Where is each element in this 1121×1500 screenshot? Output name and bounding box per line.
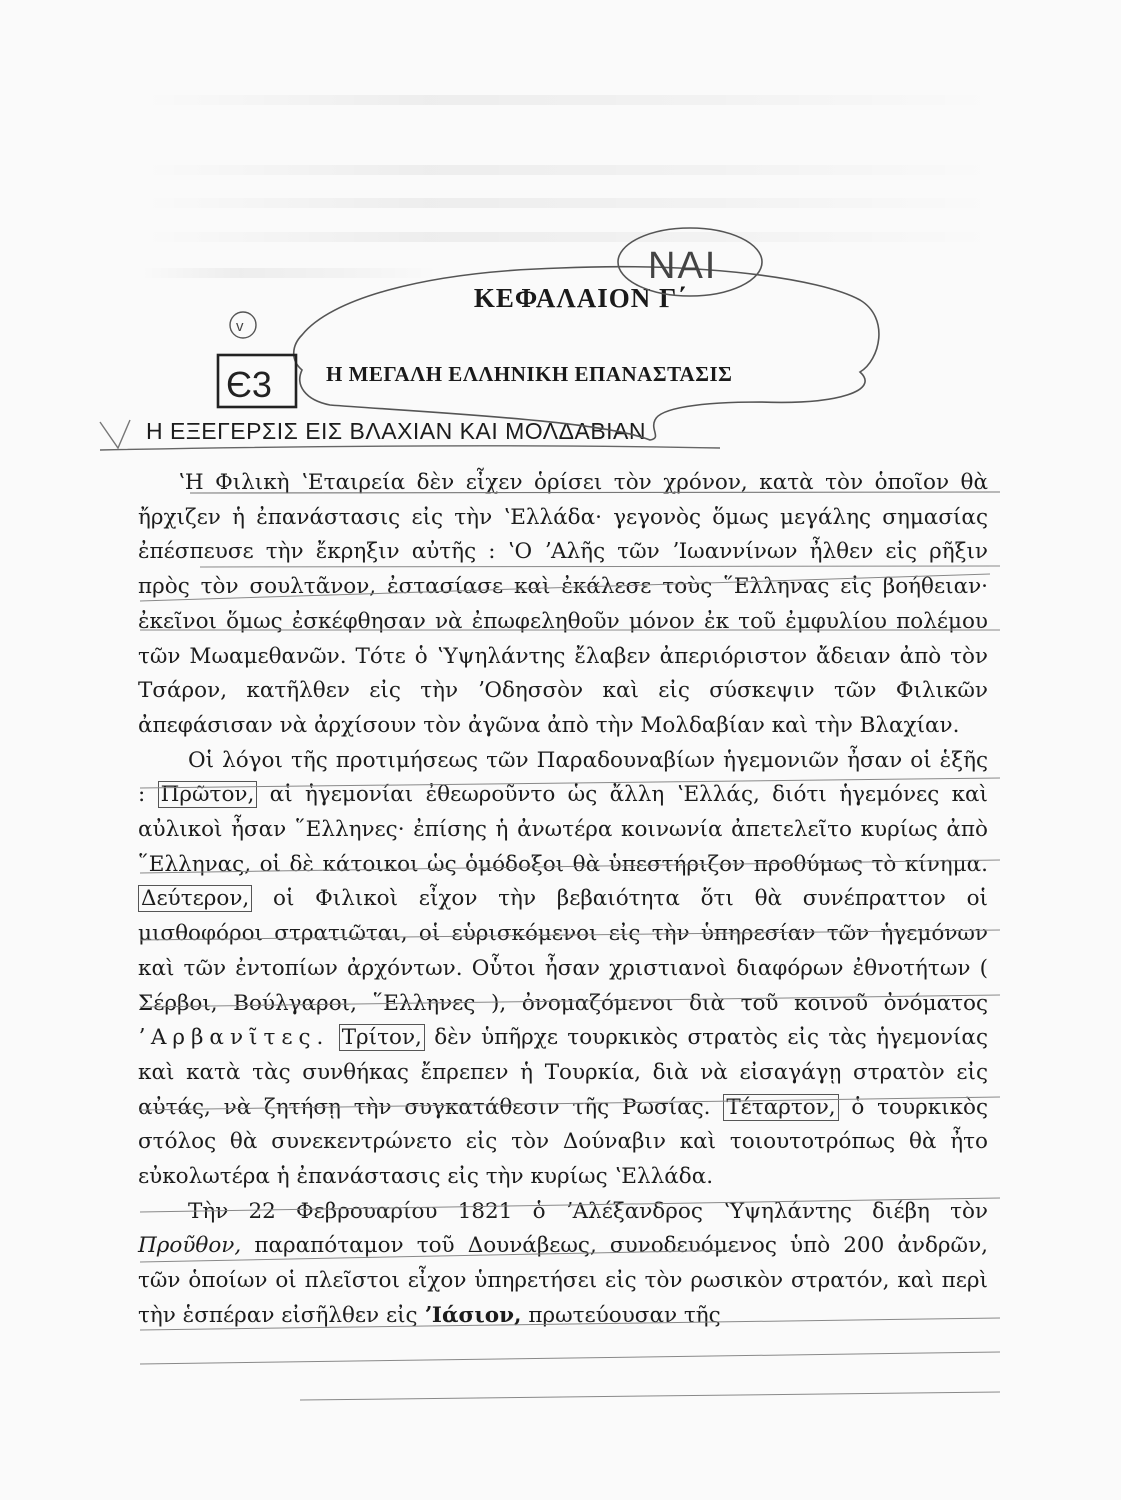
check-mark: v	[236, 318, 244, 335]
paragraph-2	[138, 744, 988, 1195]
chapter-title: ΚΕΦΑΛΑΙΟΝ Γ΄	[473, 283, 688, 313]
text-span: δὲν ὑπῆρχε τουρκικὸς στρατὸς εἰς τὰς ἡγεμονίας καὶ κατὰ τὰς συνθήκας ἔπρεπεν ἡ Τουρκία, διὰ νὰ εἰσαγάγῃ στρατὸν εἰς αὐτάς, νὰ ζητήσῃ τὴν συγκατάθεσιν τῆς Ρωσίας.	[138, 1025, 988, 1120]
paragraph-3	[138, 1195, 988, 1334]
heading-underline	[100, 446, 720, 450]
bleed-through-line	[140, 232, 1000, 242]
bleed-through-line	[140, 268, 440, 278]
boxed-word-fourth: Τέταρτον,	[723, 1094, 838, 1121]
text-span: Οἱ λόγοι τῆς προτιμήσεως τῶν Παραδουναβίων ἡγεμονιῶν ἦσαν οἱ ἑξῆς :	[138, 747, 988, 808]
bleed-through-line	[140, 165, 1000, 175]
text-span: αἱ ἡγεμονίαι ἐθεωροῦντο ὡς ἄλλη ʽΕλλάς, διότι ἡγεμόνες καὶ αὐλικοὶ ἦσαν ῞Ελληνες· ἐπίσης ἡ ἀνωτέρα κοινωνία ἀπετελεῖτο κυρίως ἀπὸ ῞Ελληνας, οἱ δὲ κάτοικοι ὡς ὁμόδοξοι θὰ ὑπεστήριζον προθύμως τὸ κίνημα.	[138, 782, 988, 877]
text-span: παραπόταμον τοῦ Δουνάβεως, συνοδευόμενος ὑπὸ 200 ἀνδρῶν, τῶν ὁποίων οἱ πλεῖστοι εἶχον ὑπηρετήσει εἰς τὸν ρωσικὸν στρατόν, καὶ περὶ τὴν ἑσπέραν εἰσῆλθεν εἰς	[138, 1233, 988, 1328]
code-label: Є3	[226, 364, 272, 405]
bleed-through-line	[140, 198, 1000, 208]
italic-word-prut: Προῦθον,	[138, 1233, 242, 1259]
handwritten-heading: Η ΕΞΕΓΕΡΣΙΣ ΕΙΣ ΒΛΑΧΙΑΝ ΚΑΙ ΜΟΛΔΑΒΙΑΝ	[146, 418, 646, 444]
boxed-word-second: Δεύτερον,	[138, 885, 252, 912]
bleed-through-line	[140, 95, 1000, 105]
code-box	[218, 355, 296, 407]
paragraph-1: ʽΗ Φιλικὴ ʽΕταιρεία δὲν εἶχεν ὁρίσει τὸν χρόνον, κατὰ τὸν ὁποῖον θὰ ἤρχιζεν ἡ ἐπανάστασις εἰς τὴν ʽΕλλάδα· γεγονὸς ὅμως μεγάλης σημασίας ἐπέσπευσε τὴν ἔκρηξιν αὐτῆς : ʽΟ ʼΑλῆς τῶν ʼΙωαννίνων ἦλθεν εἰς ρῆξιν πρὸς τὸν σουλτᾶνον, ἐστασίασε καὶ ἐκάλεσε τοὺς ῞Ελληνας εἰς βοήθειαν· ἐκεῖνοι ὅμως ἐσκέφθησαν νὰ ἐπωφεληθοῦν μόνον ἐκ τοῦ ἐμφυλίου πολέμου τῶν Μωαμεθανῶν. Τότε ὁ ʽΥψηλάντης ἔλαβεν ἀπεριόριστον ἄδειαν ἀπὸ τὸν Τσάρον, κατῆλθεν εἰς τὴν ʼΟδησσὸν καὶ εἰς σύσκεψιν τῶν Φιλικῶν ἀπεφάσισαν νὰ ἀρχίσουν τὸν ἀγῶνα ἀπὸ τὴν Μολδαβίαν καὶ τὴν Βλαχίαν.	[138, 470, 988, 738]
text-span: πρωτεύουσαν τῆς	[528, 1302, 721, 1328]
section-title: Η ΜΕΓΑΛΗ ΕΛΛΗΝΙΚΗ ΕΠΑΝΑΣΤΑΣΙΣ	[326, 362, 733, 386]
bold-word-iasi: ʼΙάσιον,	[424, 1302, 522, 1328]
check-circle	[230, 312, 256, 338]
text-span: ὁ τουρκικὸς στόλος θὰ συνεκεντρώνετο εἰς τὸν Δούναβιν καὶ τοιουτοτρόπως θὰ ἦτο εὐκολωτέρα ἡ ἐπανάστασις εἰς τὴν κυρίως ʽΕλλάδα.	[138, 1094, 989, 1190]
body-text	[138, 466, 988, 1334]
text-span: οἱ Φιλικοὶ εἶχον τὴν βεβαιότητα ὅτι θὰ συνέπραττον οἱ μισθοφόροι στρατιῶται, οἱ εὑρισκόμενοι εἰς τὴν ὑπηρεσίαν τῶν ἡγεμόνων καὶ τῶν ἐντοπίων ἀρχόντων. Οὗτοι ἦσαν χριστιανοὶ διαφόρων ἐθνοτήτων ( Σέρβοι, Βούλγαροι, ῞Ελληνες ), ὀνομαζόμενοι διὰ τοῦ κοινοῦ ὀνόματος	[138, 886, 988, 1016]
text-span: Τὴν 22 Φεβρουαρίου 1821 ὁ ʼΑλέξανδρος ʽΥψηλάντης διέβη τὸν	[188, 1198, 988, 1224]
boxed-word-first: Πρῶτον,	[158, 781, 258, 808]
pencil-underline	[300, 1392, 1000, 1400]
boxed-word-third: Τρίτον,	[339, 1024, 425, 1051]
pencil-underline	[140, 1352, 1000, 1364]
nai-label: NAI	[648, 245, 718, 287]
spaced-word-arvanites: ʼΑρβανῖτες.	[138, 1025, 330, 1051]
margin-check-mark	[100, 420, 130, 448]
